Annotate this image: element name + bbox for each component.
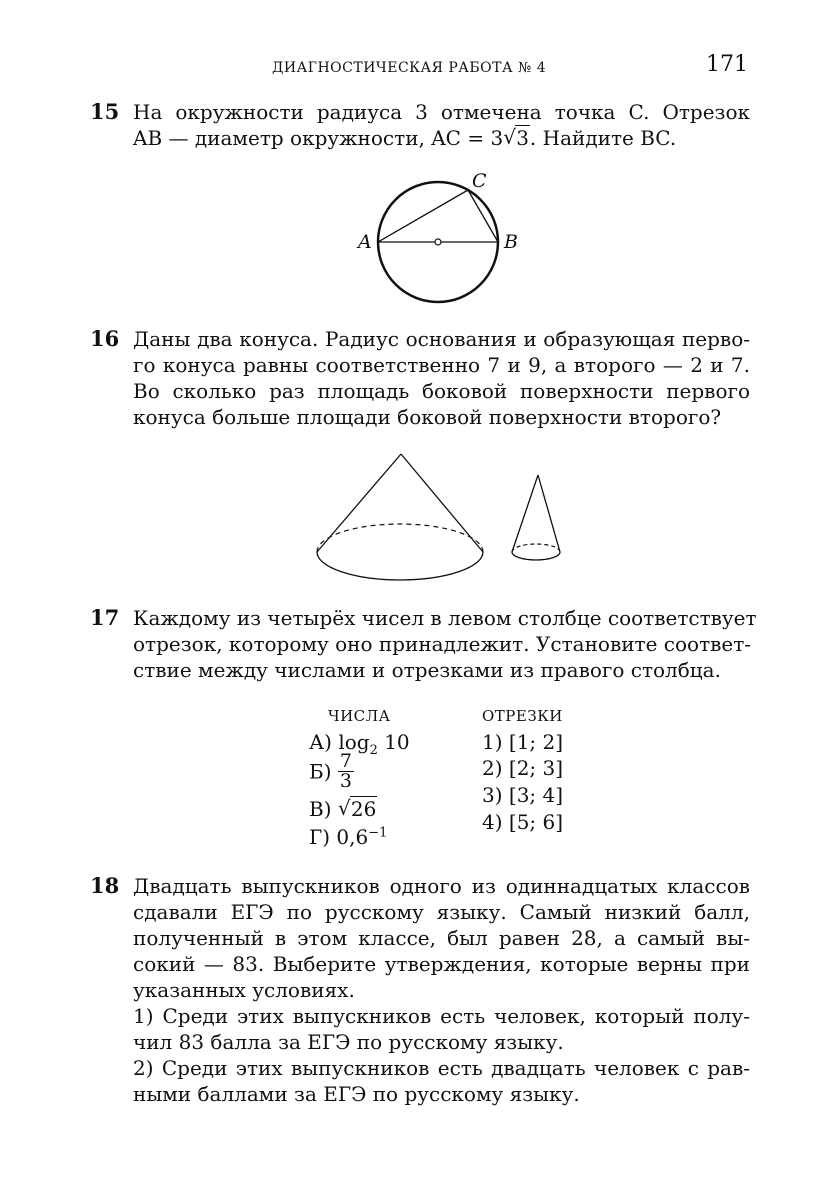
item-label: А) xyxy=(309,730,332,754)
left-item-d xyxy=(309,825,387,849)
left-item-b xyxy=(309,752,354,791)
text-segment: . Найдите BC. xyxy=(529,126,677,150)
problem-number: 17 xyxy=(90,605,120,630)
item-label: Г) xyxy=(309,825,331,849)
sqrt-radicand: 3 xyxy=(516,126,529,150)
log-text: log xyxy=(338,730,370,754)
fraction xyxy=(338,752,354,791)
left-column-header: ЧИСЛА xyxy=(328,707,391,725)
problem-text-line: Во сколько раз площадь боковой поверхности первого xyxy=(133,379,750,403)
problem-text-line: сдавали ЕГЭ по русскому языку. Самый низкий балл, xyxy=(133,900,750,924)
problem-text-line: Двадцать выпускников одного из одиннадцатых классов xyxy=(133,874,750,898)
problem-text-line: конуса больше площади боковой поверхности второго? xyxy=(133,405,722,429)
problem-text-line: На окружности радиуса 3 отмечена точка C. Отрезок xyxy=(133,100,750,124)
option-2-line: 2) Среди этих выпускников есть двадцать человек с рав- xyxy=(133,1056,750,1080)
right-item-2: 2) [2; 3] xyxy=(482,756,564,780)
sqrt-radicand: 26 xyxy=(350,797,377,821)
power-exponent: −1 xyxy=(368,825,388,841)
page-number: 171 xyxy=(706,52,748,77)
sqrt-expression xyxy=(338,797,377,821)
text-segment: AB — диаметр окружности, AC = 3 xyxy=(133,126,504,150)
log-base: 2 xyxy=(369,743,378,758)
right-column-header: ОТРЕЗКИ xyxy=(482,707,563,725)
label-a: A xyxy=(358,231,372,253)
label-b: B xyxy=(504,231,518,253)
running-header: ДИАГНОСТИЧЕСКАЯ РАБОТА № 4 xyxy=(272,60,547,76)
problem-text-line: полученный в этом классе, был равен 28, а самый вы- xyxy=(133,926,750,950)
option-1-line: 1) Среди этих выпускников есть человек, который полу- xyxy=(133,1004,750,1028)
problem-text-line: указанных условиях. xyxy=(133,978,355,1002)
fraction-numerator: 7 xyxy=(339,750,352,772)
cone-large xyxy=(317,454,483,580)
problem-text-line: го конуса равны соответственно 7 и 9, а второго — 2 и 7. xyxy=(133,353,750,377)
cone-small xyxy=(512,475,560,560)
item-label: В) xyxy=(309,797,332,821)
problem-number: 18 xyxy=(90,873,120,898)
option-1-line: чил 83 балла за ЕГЭ по русскому языку. xyxy=(133,1030,564,1054)
right-item-1: 1) [1; 2] xyxy=(482,730,564,754)
fraction-denominator: 3 xyxy=(339,770,352,792)
label-c: C xyxy=(472,170,487,192)
item-label: Б) xyxy=(309,759,332,784)
problem-text-line: ствие между числами и отрезками из правого столбца. xyxy=(133,658,721,682)
log-argument: 10 xyxy=(384,730,410,754)
problem-text-line: Каждому из четырёх чисел в левом столбце соответствует xyxy=(133,606,757,630)
problem-text-line: сокий — 83. Выберите утверждения, которые верны при xyxy=(133,952,750,976)
left-item-c xyxy=(309,797,377,821)
problem-text-line: отрезок, которому оно принадлежит. Установите соответ- xyxy=(133,632,752,656)
right-item-4: 4) [5; 6] xyxy=(482,810,564,834)
right-item-3: 3) [3; 4] xyxy=(482,783,564,807)
problem-number: 16 xyxy=(90,326,120,351)
option-2-line: ными баллами за ЕГЭ по русскому языку. xyxy=(133,1082,580,1106)
problem-number: 15 xyxy=(90,99,120,124)
power-base: 0,6 xyxy=(336,825,369,849)
problem-text-line: Даны два конуса. Радиус основания и образующая перво- xyxy=(133,327,750,351)
